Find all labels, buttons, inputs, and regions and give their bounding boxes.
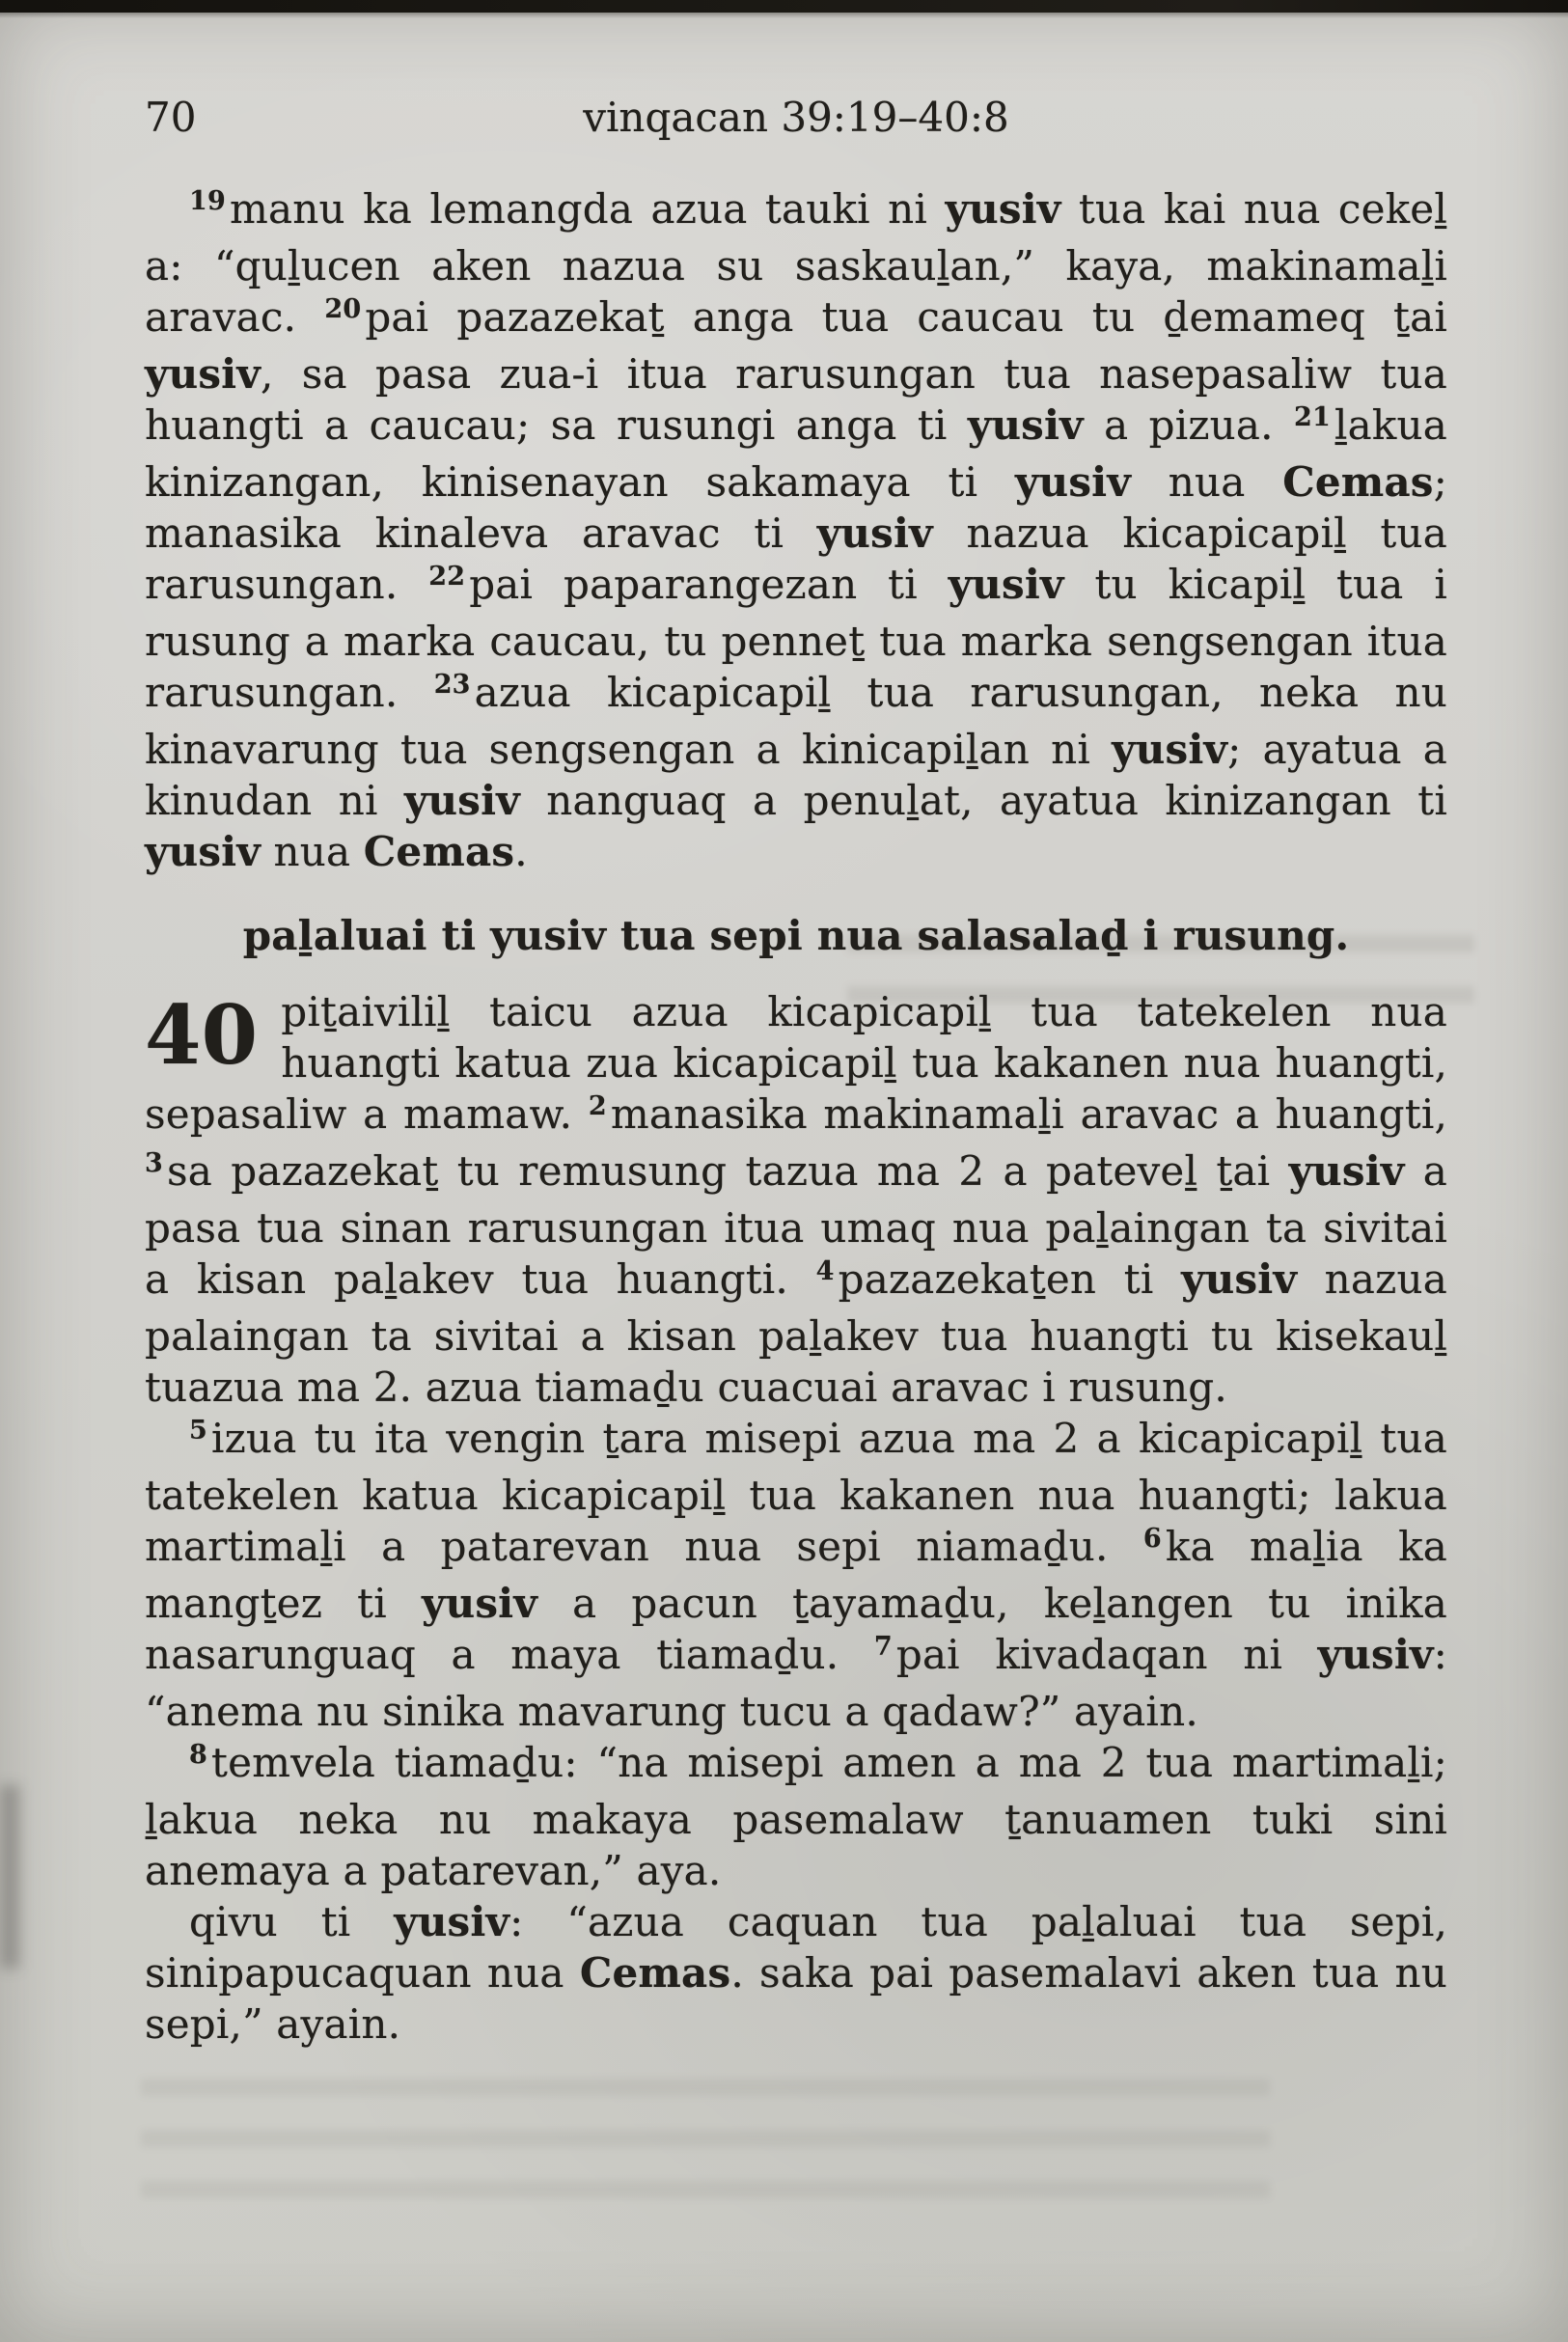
text-segment: yusiv [1112,726,1228,773]
verse-number: 3 [145,1148,163,1178]
text-segment: yusiv [1015,458,1131,506]
text-segment: nanguaq a penuḻat, ayatua kinizangan ti [519,777,1447,824]
text-segment: ḻakua kinizangan, kinisenayan sakamaya ti [145,401,1447,506]
text-segment: yusiv [403,777,520,824]
text-segment: azua kicapicapiḻ tua rarusungan, neka nu kinavarung tua sengsengan a kinicapiḻan ni [145,669,1447,773]
paragraph-text [145,988,1447,1411]
verse-number: 22 [428,562,466,592]
chapter-number: 40 [145,987,259,1083]
scan-edge-fade-artifact [0,13,1568,18]
verse-number: 21 [1294,402,1331,432]
text-segment: yusiv [422,1580,537,1627]
text-segment: ; manasika kinaleva aravac ti [145,458,1447,557]
paragraph-text [145,185,1447,875]
text-segment: Cemas [363,828,515,875]
text-segment: yusiv [945,185,1061,233]
verse-number: 23 [433,670,471,700]
text-segment: pai kivadaqan ni [895,1631,1318,1678]
text-segment: manasika makinamaḻi aravac a huangti, [610,1090,1448,1138]
paragraph-text [145,1898,1447,2048]
verse-number: 6 [1142,1524,1162,1554]
text-segment: a pasa tua sinan rarusungan itua umaq nua paḻaingan ta sivitai a kisan paḻakev tua huangti. [145,1147,1448,1303]
text-segment: a pacun ṯayamaḏu, keḻangen tu inika nasarunguaq a maya tiamaḏu. [145,1580,1447,1678]
text-segment: yusiv [145,828,261,875]
text-segment: . saka pai pasemalavi aken tua nu sepi,” ayain. [145,1949,1447,2048]
paragraph-chapter-40 [145,986,1447,1413]
text-segment: nazua palaingan ta sivitai a kisan paḻakev tua huangti tu kisekauḻ tuazua ma 2. azua tiamaḏu cuacuai aravac i rusung. [145,1255,1447,1411]
text-segment: yusiv [816,510,933,557]
text-segment: yusiv [948,561,1064,608]
scan-edge-artifact [0,0,1568,13]
scan-smudge-artifact [0,1785,19,1969]
verse-number: 2 [588,1091,607,1121]
text-segment: yusiv [967,401,1084,449]
text-segment: ka maḻia ka mangṯez ti [145,1523,1448,1627]
text-segment: izua tu ita vengin ṯara misepi azua ma 2 a kicapicapiḻ tua tatekelen katua kicapicapiḻ tua kakanen nua huangti; lakua martimaḻi a patarevan nua sepi niamaḏu. [145,1415,1447,1570]
text-segment: a pizua. [1083,401,1294,449]
text-segment: pai paparangezan ti [469,561,949,608]
text-segment: pai pazazekaṯ anga tua caucau tu ḏemameq ṯai [365,293,1447,341]
text-segment: nazua kicapicapiḻ tua rarusungan. [145,510,1447,608]
text-segment: sa pazazekaṯ tu remusung tazua ma 2 a pateveḻ ṯai [167,1147,1289,1195]
text-segment: tu kicapiḻ tua i rusung a marka caucau, tu penneṯ tua marka sengsengan itua rarusungan. [145,561,1447,716]
text-segment: . [514,828,528,875]
text-segment: ; ayatua a kinudan ni [145,726,1447,824]
verse-number: 7 [873,1632,893,1662]
text-segment: temvela tiamaḏu: “na misepi amen a ma 2 tua martimaḻi; ḻakua neka nu makaya pasemalaw ṯanuamen tuki sini anemaya a patarevan,” aya. [145,1739,1447,1894]
running-head: vinqacan 39:19–40:8 [583,94,1009,141]
text-segment: yusiv [145,350,261,398]
paragraph-closing [145,1896,1447,2050]
verse-number: 5 [189,1416,207,1446]
verse-number: 19 [189,186,226,216]
text-segment: Cemas [1282,458,1434,506]
text-segment: yusiv [394,1898,510,1945]
text-segment: tua kai nua cekeḻ a: “quḻucen aken nazua su saskauḻan,” kaya, makinamaḻi aravac. [145,185,1447,341]
text-segment: piṯaiviliḻ taicu azua kicapicapiḻ tua tatekelen nua huangti katua zua kicapicapiḻ tua kakanen nua huangti, sepasaliw a mamaw. [145,988,1447,1138]
paragraph-verses-5-7 [145,1413,1447,1737]
page-header [145,92,1447,143]
text-segment: : “anema nu sinika mavarung tucu a qadaw?” ayain. [145,1631,1447,1735]
text-segment: nua [1130,458,1283,506]
text-segment: Cemas [579,1949,731,1997]
text-segment: yusiv [1317,1631,1434,1678]
section-heading: paḻaluai ti yusiv tua sepi nua salasalaḏ i rusung. [242,912,1350,959]
text-segment: yusiv [1181,1255,1298,1303]
text-segment: qivu ti [189,1898,395,1945]
verse-number: 20 [324,294,362,324]
text-segment: : “azua caquan tua paḻaluai tua sepi, sinipapucaquan nua [145,1898,1447,1997]
verse-number: 8 [189,1740,207,1770]
paragraph-verse-8 [145,1737,1447,1896]
text-block [145,92,1447,2050]
text-segment: yusiv [1288,1147,1405,1195]
verse-number: 4 [815,1256,835,1286]
paragraph-verses-19-23 [145,183,1447,877]
text-segment: pazazekaṯen ti [838,1255,1182,1303]
body-text [145,183,1447,2050]
bleed-through-artifact [141,2065,1270,2210]
text-segment: , sa pasa zua-i itua rarusungan tua nasepasaliw tua huangti a caucau; sa rusungi anga ti [145,350,1447,449]
text-segment: manu ka lemangda azua tauki ni [229,185,946,233]
paragraph-text [145,1739,1447,1894]
text-segment: nua [260,828,364,875]
paragraph-text [145,1415,1447,1735]
page-number: 70 [145,94,197,141]
